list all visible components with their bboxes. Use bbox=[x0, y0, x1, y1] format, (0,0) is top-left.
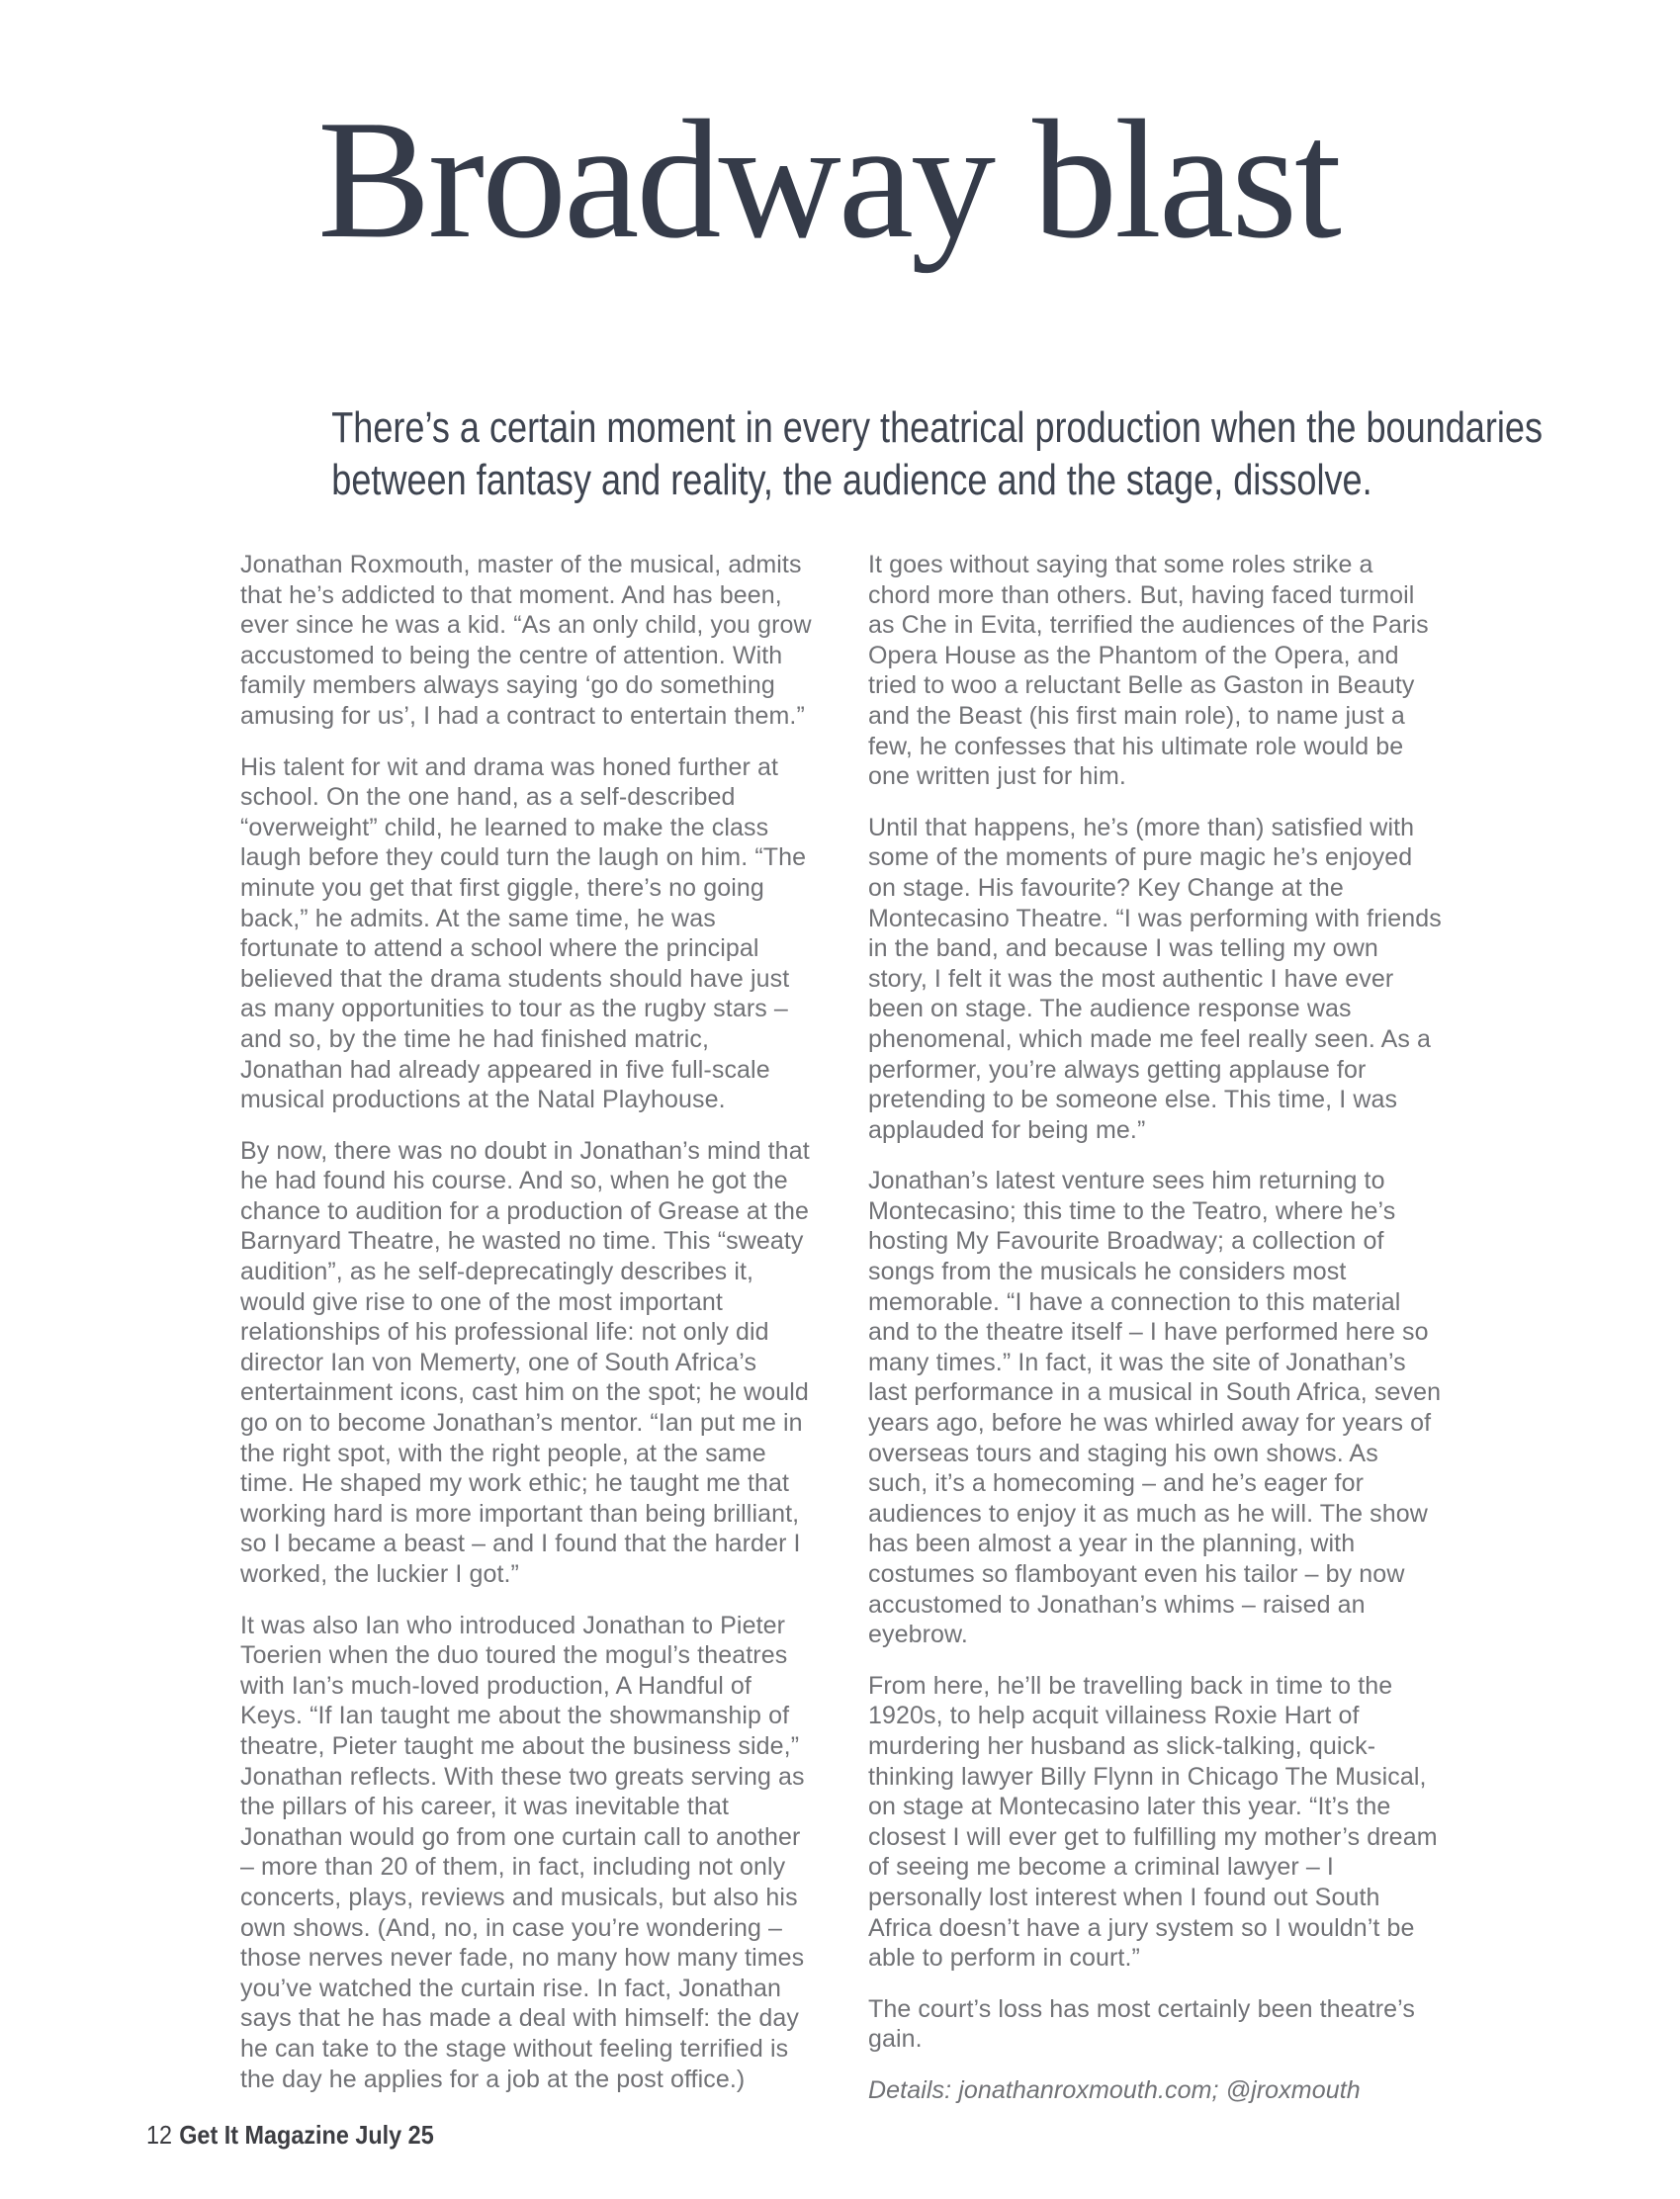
body-paragraph: His talent for wit and drama was honed further at school. On the one hand, as a self-described “overweight” child, he learned to make the class laugh before they could turn the laugh on him. “The minute you get that first giggle, there’s no going back,” he admits. At the same time, he was fortunate to attend a school where the principal believed that the drama students should have just as many opportunities to tour as the rugby stars – and so, by the time he had finished matric, Jonathan had already appeared in five full-scale musical productions at the Natal Playhouse. bbox=[240, 752, 807, 1114]
left-column bbox=[240, 550, 814, 2115]
body-paragraph: Until that happens, he’s (more than) satisfied with some of the moments of pure magic he’s enjoyed on stage. His favourite? Key Change at the Montecasino Theatre. “I was performing with friends in the band, and because I was telling my own story, I felt it was the most authentic I have ever been on stage. The audience response was phenomenal, which made me feel really seen. As a performer, you’re always getting applause for pretending to be someone else. This time, I was applauded for being me.” bbox=[868, 813, 1442, 1144]
right-column bbox=[868, 550, 1442, 2127]
contact-details: Details: jonathanroxmouth.com; @jroxmouth bbox=[868, 2075, 1361, 2104]
magazine-name: Get It Magazine July 25 bbox=[179, 2120, 434, 2150]
body-paragraph: It was also Ian who introduced Jonathan to Pieter Toerien when the duo toured the mogul’s theatres with Ian’s much-loved production, A Handful of Keys. “If Ian taught me about the showmanship of theatre, Pieter taught me about the business side,” Jonathan reflects. With these two greats serving as the pillars of his career, it was inevitable that Jonathan would go from one curtain call to another – more than 20 of them, in fact, including not only concerts, plays, reviews and musicals, but also his own shows. (And, no, in case you’re wondering – those nerves never fade, no many how many times you’ve watched the curtain rise. In fact, Jonathan says that he has made a deal with himself: the day he can take to the stage without feeling terrified is the day he applies for a job at the post office.) bbox=[240, 1611, 805, 2093]
body-paragraph: From here, he’ll be travelling back in time to the 1920s, to help acquit villainess Roxie Hart of murdering her husband as slick-talking, quick-thinking lawyer Billy Flynn in Chicago The Musical, on stage at Montecasino later this year. “It’s the closest I will ever get to fulfilling my mother’s dream of seeing me become a criminal lawyer – I personally lost interest when I found out South Africa doesn’t have a jury system so I wouldn’t be able to perform in court.” bbox=[868, 1671, 1438, 1973]
page-footer bbox=[146, 2120, 434, 2150]
body-paragraph: Jonathan’s latest venture sees him returning to Montecasino; this time to the Teatro, where he’s hosting My Favourite Broadway; a collection of songs from the musicals he considers most memorable. “I have a connection to this material and to the theatre itself – I have performed here so many times.” In fact, it was the site of Jonathan’s last performance in a musical in South Africa, seven years ago, before he was whirled away for years of overseas tours and staging his own shows. As such, it’s a homecoming – and he’s eager for audiences to enjoy it as much as he will. The show has been almost a year in the planning, with costumes so flamboyant even his tailor – by now accustomed to Jonathan’s whims – raised an eyebrow. bbox=[868, 1167, 1442, 1649]
standfirst-line-1: There’s a certain moment in every theatrical production when the boundaries bbox=[331, 403, 1543, 452]
body-paragraph: By now, there was no doubt in Jonathan’s mind that he had found his course. And so, when he got the chance to audition for a production of Grease at the Barnyard Theatre, he wasted no time. This “sweaty audition”, as he self-deprecatingly describes it, would give rise to one of the most important relationships of his professional life: not only did director Ian von Memerty, one of South Africa’s entertainment icons, cast him on the spot; he would go on to become Jonathan’s mentor. “Ian put me in the right spot, with the right people, at the same time. He shaped my work ethic; he taught me that working hard is more important than being brilliant, so I became a beast – and I found that the harder I worked, the luckier I got.” bbox=[240, 1136, 810, 1588]
article-standfirst bbox=[222, 401, 1543, 506]
page-number: 12 bbox=[146, 2120, 173, 2150]
standfirst-line-2: between fantasy and reality, the audience and the stage, dissolve. bbox=[331, 456, 1372, 504]
body-paragraph: Jonathan Roxmouth, master of the musical, admits that he’s addicted to that moment. And has been, ever since he was a kid. “As an only child, you grow accustomed to being the centre of attention. With family members always saying ‘go do something amusing for us’, I had a contract to entertain them.” bbox=[240, 551, 812, 730]
body-paragraph: It goes without saying that some roles strike a chord more than others. But, having faced turmoil as Che in Evita, terrified the audiences of the Paris Opera House as the Phantom of the Opera, and tried to woo a reluctant Belle as Gaston in Beauty and the Beast (his first main role), to name just a few, he confesses that his ultimate role would be one written just for him. bbox=[868, 551, 1429, 791]
article-title: Broadway blast bbox=[317, 86, 1339, 274]
body-paragraph: The court’s loss has most certainly been theatre’s gain. bbox=[868, 1994, 1415, 2054]
